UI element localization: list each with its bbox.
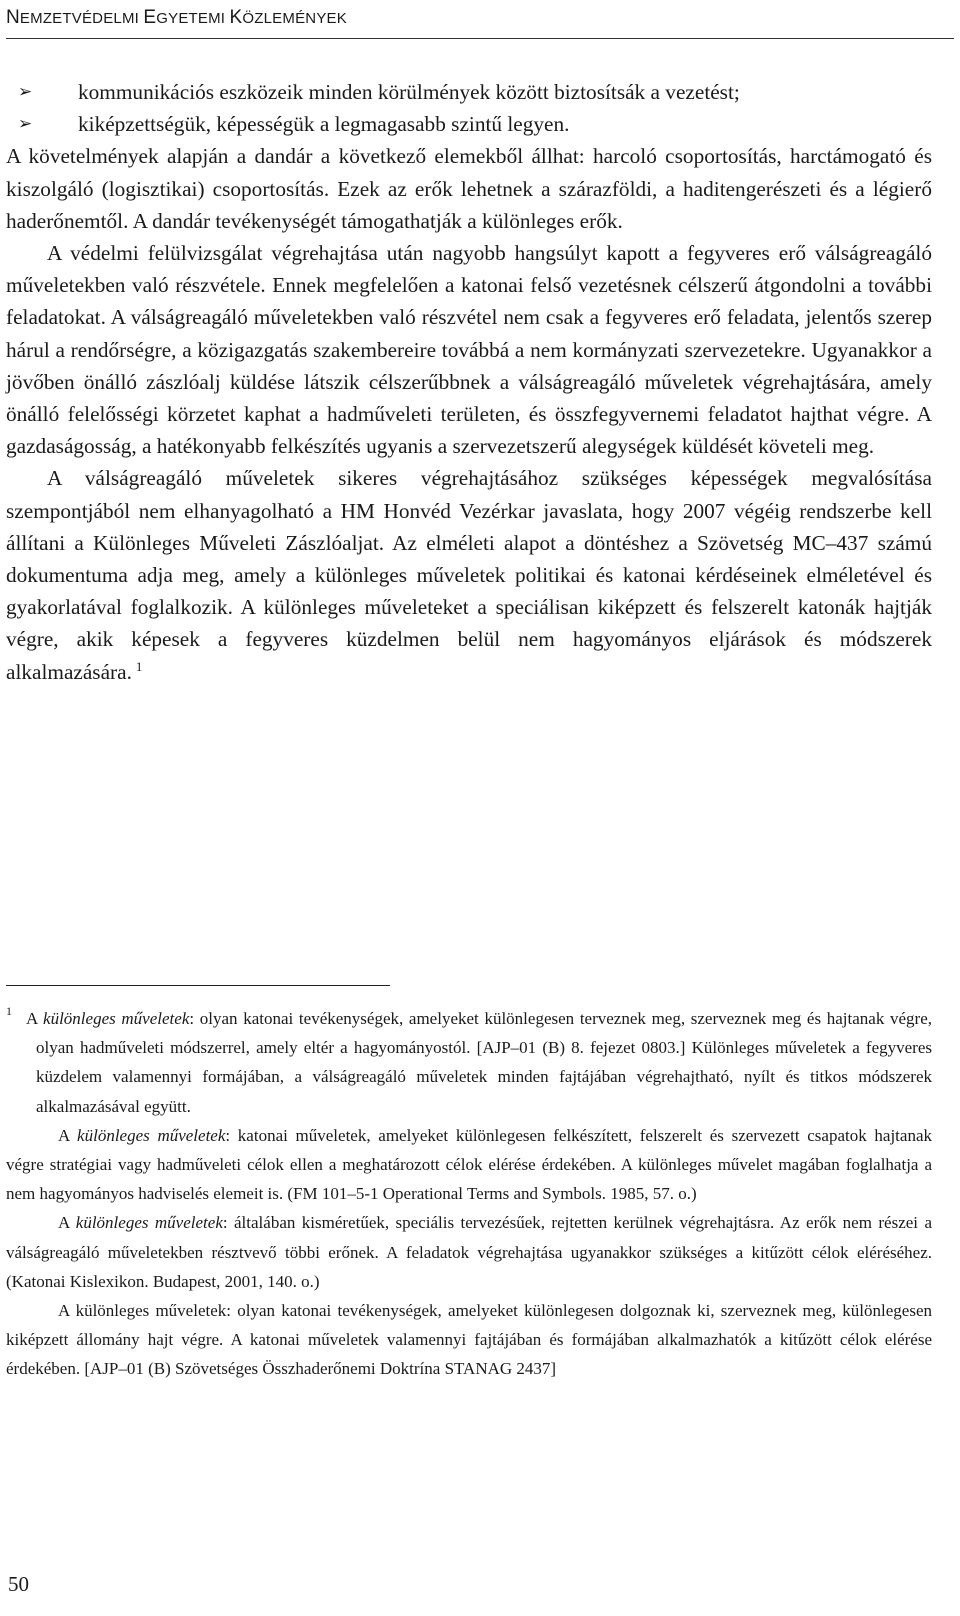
body-text bbox=[6, 76, 932, 688]
running-header bbox=[6, 6, 954, 31]
bullet-arrow-icon: ➢ bbox=[18, 114, 33, 135]
header-word-2: GYETEMI bbox=[156, 10, 230, 27]
footnote-3 bbox=[6, 1208, 932, 1296]
header-initial-1: N bbox=[6, 7, 20, 28]
footnote-2-lead: A bbox=[58, 1125, 78, 1145]
header-word-3: ÖZLEMÉNYEK bbox=[242, 10, 347, 27]
footnote-3-term: különleges műveletek bbox=[75, 1213, 223, 1233]
footnotes bbox=[6, 1004, 932, 1384]
footnote-4: A különleges műveletek: olyan katonai tevékenységek, amelyeket különlegesen dolgoznak ki, szerveznek meg, különlegesen kiképzett állomány hajt végre. A katonai műveletek valamennyi fajtájában és formájában alkalmazhatók a kitűzött célok elérése érdekében. [AJP–01 (B) Szövetséges Összhaderőnemi Doktrína STANAG 2437] bbox=[6, 1301, 932, 1379]
footnote-reference[interactable]: 1 bbox=[135, 658, 143, 674]
footnote-3-lead: A bbox=[58, 1213, 76, 1233]
footnote-2 bbox=[6, 1121, 932, 1209]
footnote-1 bbox=[6, 1004, 932, 1121]
footnote-divider bbox=[6, 985, 390, 986]
page-number: 50 bbox=[8, 1572, 29, 1596]
bullet-arrow-icon: ➢ bbox=[18, 82, 33, 102]
header-word-1: EMZETVÉDELMI bbox=[19, 10, 144, 27]
paragraph-1: A követelmények alapján a dandár a következő elemekből állhat: harcoló csoportosítás, harctámogató és kiszolgáló (logisztikai) csoportosítás. Ezek az erők lehetnek a szárazföldi, a haditengerészeti és a légierő haderőnemtől. A dandár tevékenységét támogathatják a különleges erők. bbox=[6, 144, 932, 233]
footnote-3-text: : általában kisméretűek, speciális tervezésűek, rejtetten kerülnek végrehajtásra. Az erők nem részei a válságreagáló műveletekben résztvevő többi erőnek. A feladatok végrehajtása ugyanakkor szükséges a kitűzött célok eléréséhez. (Katonai Kislexikon. Budapest, 2001, 140. o.) bbox=[6, 1213, 932, 1291]
footnote-2-text: : katonai műveletek, amelyeket különlegesen felkészített, felszerelt és szervezett csapatok hajtanak végre stratégiai vagy hadműveleti célok ellen a meghatározott célok elérése érdekében. A különleges művelet magában foglalhatja a nem hagyományos hadviselés elemeit is. (FM 101–5-1 Operational Terms and Symbols. 1985, 57. o.) bbox=[6, 1125, 932, 1204]
footnote-2-term: különleges műveletek bbox=[77, 1125, 226, 1145]
footnote-1-text: : olyan katonai tevékenységek, amelyeket különlegesen terveznek meg, szerveznek meg és hajtanak végre, olyan hadműveleti módszerrel, amely eltér a hagyományostól. [AJP–01 (B) 8. fejezet 0803.] Különleges műveletek a fegyveres küzdelem valamennyi formájában, a válságreagáló műveletek minden fajtájában végrehajtható, nyílt és titkos módszerek alkalmazásával együtt. bbox=[36, 1009, 932, 1116]
header-initial-3: K bbox=[229, 7, 243, 28]
paragraph-2: A védelmi felülvizsgálat végrehajtása után nagyobb hangsúlyt kapott a fegyveres erő válságreagáló műveletekben való részvétele. Ennek megfelelően a katonai felső vezetésnek célszerű átgondolni a további feladatokat. A válságreagáló műveletekben való részvétel nem csak a fegyveres erő feladata, jelentős szerep hárul a rendőrségre, a közigazgatás szakembereire továbbá a nem kormányzati szervezetekre. Ugyanakkor a jövőben önálló zászlóalj küldése látszik célszerűbbnek a válságreagáló műveletek végrehajtására, amely önálló felelősségi körzetet kaphat a hadműveleti területen, és összfegyvernemi feladatot hajthat végre. A gazdaságosság, a hatékonyabb felkészítés ugyanis a szervezetszerű alegységek küldését követeli meg. bbox=[6, 241, 932, 459]
bullet-text: kiképzettségük, képességük a legmagasabb szintű legyen. bbox=[78, 112, 570, 137]
footnote-1-lead: A bbox=[26, 1009, 44, 1028]
header-initial-2: E bbox=[143, 7, 157, 28]
header-divider bbox=[6, 38, 954, 39]
bullet-item bbox=[6, 76, 932, 108]
footnote-1-term: különleges műveletek bbox=[43, 1009, 190, 1028]
bullet-text: kommunikációs eszközeik minden körülmények között biztosítsák a vezetést; bbox=[78, 80, 740, 104]
footnote-number: 1 bbox=[6, 1004, 12, 1018]
bullet-item bbox=[6, 108, 932, 140]
paragraph-3 bbox=[6, 462, 932, 687]
paragraph-3-text: A válságreagáló műveletek sikeres végrehajtásához szükséges képességek megvalósítása szempontjából nem elhanyagolható a HM Honvéd Vezérkar javaslata, hogy 2007 végéig rendszerbe kell állítani a Különleges Műveleti Zászlóaljat. Az elméleti alapot a döntéshez a Szövetség MC–437 számú dokumentuma adja meg, amely a különleges műveletek politikai és katonai kérdéseinek elméletével és gyakorlatával foglalkozik. A különleges műveleteket a speciálisan kiképzett és felszerelt katonák hajtják végre, akik képesek a fegyveres küzdelmen belül nem hagyományos eljárások és módszerek alkalmazására. bbox=[6, 466, 932, 684]
